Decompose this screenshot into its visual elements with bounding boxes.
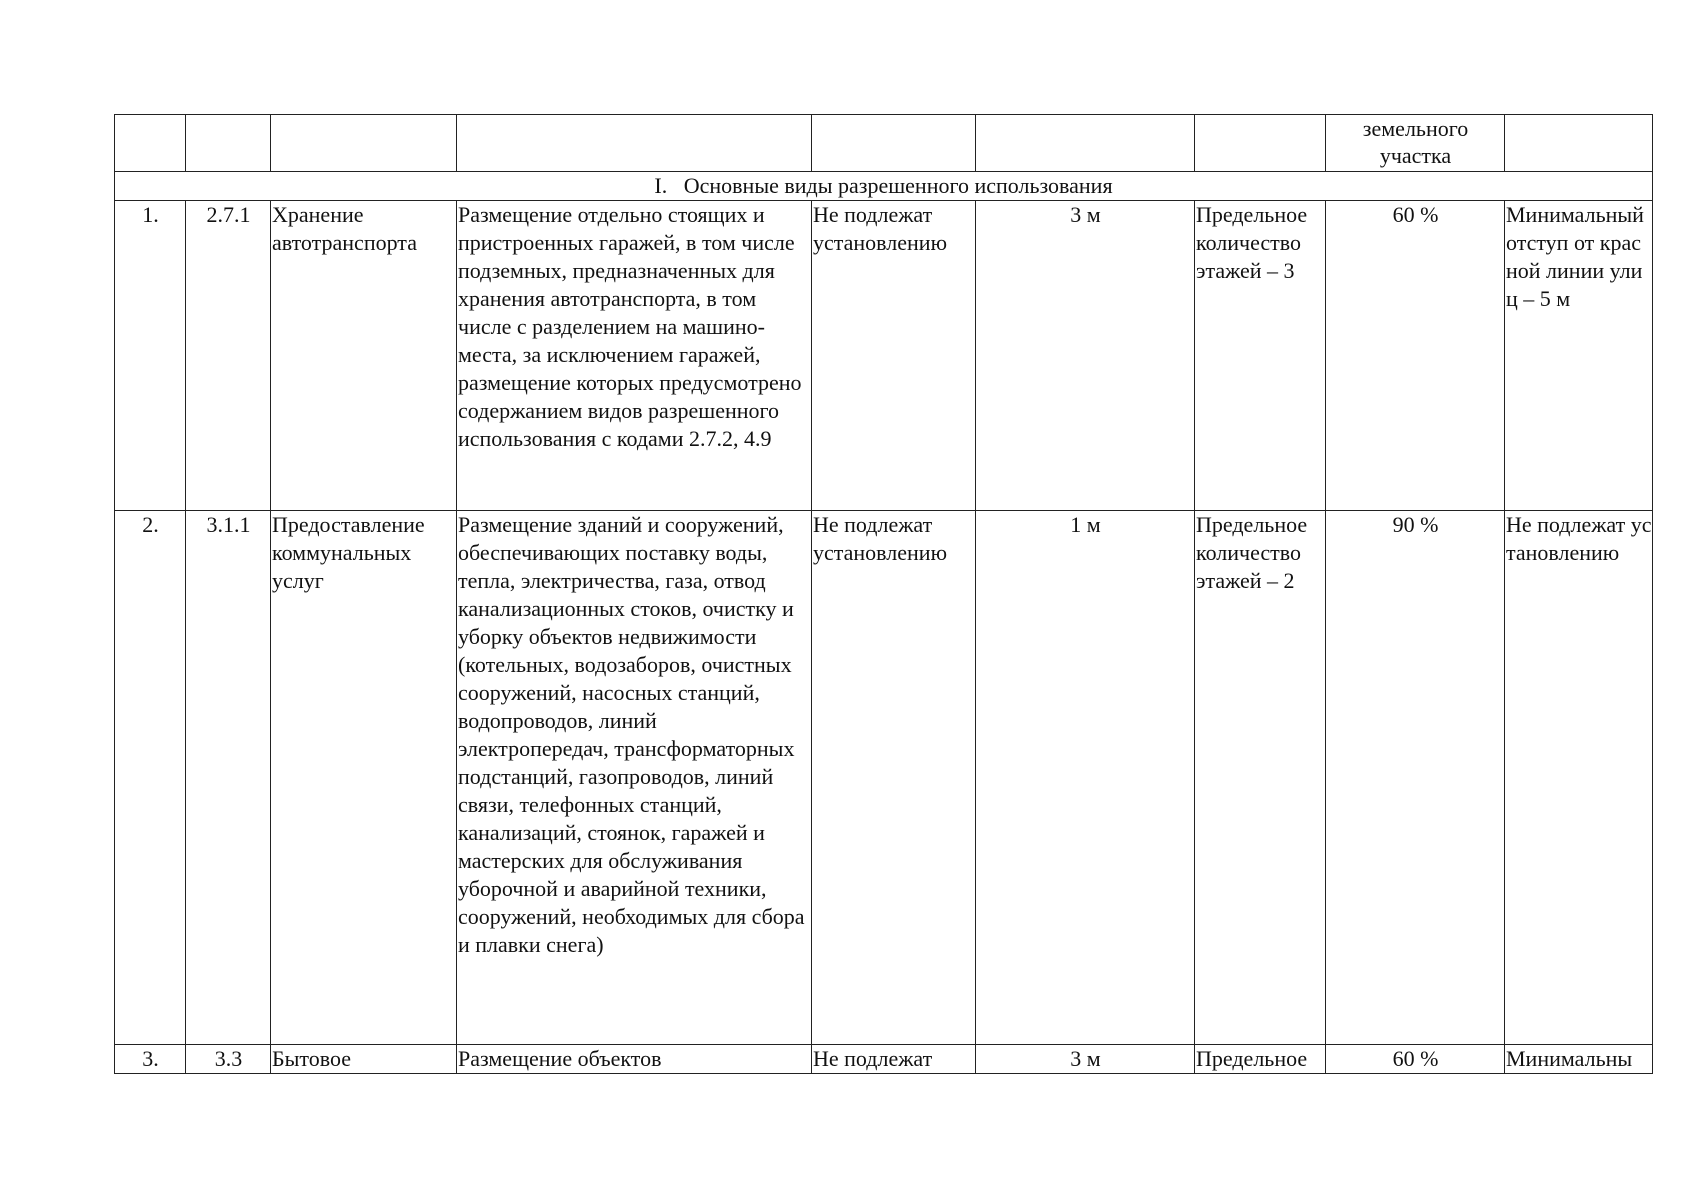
table-row — [115, 201, 1653, 511]
row-number: 3. — [115, 1045, 186, 1074]
row-name: Бытовое — [271, 1045, 457, 1074]
row-setback: 3 м — [976, 201, 1195, 511]
row-setback: 1 м — [976, 511, 1195, 1045]
row-number: 2. — [115, 511, 186, 1045]
row-other: Минимальны — [1505, 1045, 1653, 1074]
row-code: 2.7.1 — [186, 201, 271, 511]
row-plot-size: Не подлежат установлению — [812, 201, 976, 511]
zoning-table — [114, 114, 1653, 1074]
row-name: Хранение автотранспорта — [271, 201, 457, 511]
row-other: Не подлежат установлению — [1505, 511, 1653, 1045]
section-title: I. Основные виды разрешенного использования — [115, 172, 1653, 201]
row-description: Размещение зданий и сооружений, обеспечивающих поставку воды, тепла, электричества, газа, отвод канализационных стоков, очистку и уборку объектов недвижимости (котельных, водозаборов, очистных сооружений, насосных станций, водопроводов, линий электропередач, трансформаторных подстанций, газопроводов, линий связи, телефонных станций, канализаций, стоянок, гаражей и мастерских для обслуживания уборочной и аварийной техники, сооружений, необходимых для сбора и плавки снега) — [457, 511, 812, 1045]
row-description: Размещение отдельно стоящих и пристроенных гаражей, в том числе подземных, предназначенных для хранения автотранспорта, в том числе с разделением на машино-места, за исключением гаражей, размещение которых предусмотрено содержанием видов разрешенного использования с кодами 2.7.2, 4.9 — [457, 201, 812, 511]
row-floors: Предельное количество этажей – 3 — [1195, 201, 1326, 511]
row-coverage: 60 % — [1326, 201, 1505, 511]
table-row — [115, 1045, 1653, 1074]
row-floors: Предельное количество этажей – 2 — [1195, 511, 1326, 1045]
row-setback: 3 м — [976, 1045, 1195, 1074]
row-code: 3.3 — [186, 1045, 271, 1074]
row-coverage: 90 % — [1326, 511, 1505, 1045]
row-floors: Предельное — [1195, 1045, 1326, 1074]
section-header-row — [115, 172, 1653, 201]
row-description: Размещение объектов — [457, 1045, 812, 1074]
row-plot-size: Не подлежат установлению — [812, 511, 976, 1045]
row-plot-size: Не подлежат — [812, 1045, 976, 1074]
continued-header-row — [115, 115, 1653, 172]
row-coverage: 60 % — [1326, 1045, 1505, 1074]
row-code: 3.1.1 — [186, 511, 271, 1045]
row-name: Предоставление коммунальных услуг — [271, 511, 457, 1045]
row-number: 1. — [115, 201, 186, 511]
table-row — [115, 511, 1653, 1045]
row-other: Минимальный отступ от красной линии улиц – 5 м — [1505, 201, 1653, 511]
land-plot-label: земельного участка — [1326, 115, 1505, 172]
